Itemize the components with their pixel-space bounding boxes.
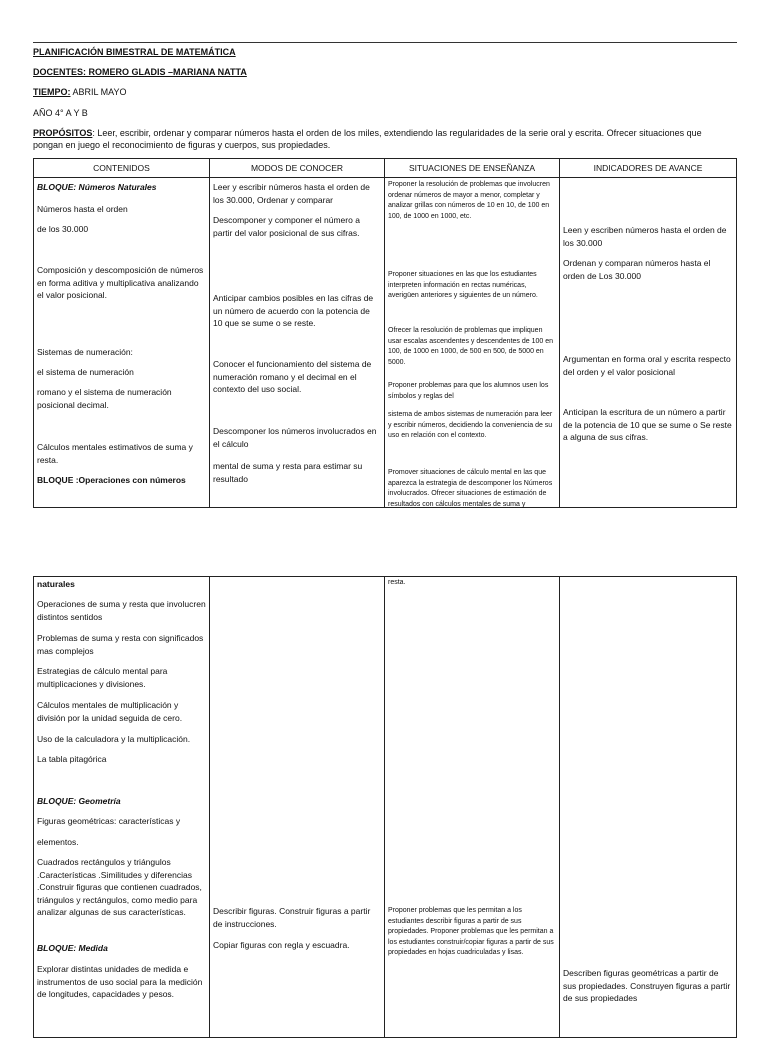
- time-label: TIEMPO:: [33, 87, 71, 97]
- mode-item: mental de suma y resta para estimar su resultado: [213, 461, 363, 484]
- indicadores-cell: [560, 577, 737, 1038]
- table-row: [34, 577, 737, 1038]
- content-item: Números hasta el orden: [37, 204, 128, 214]
- teachers-line: DOCENTES: ROMERO GLADIS –MARIANA NATTA: [33, 67, 247, 77]
- planning-table-page2: [33, 576, 737, 1038]
- content-item: elementos.: [37, 837, 79, 847]
- time-line: [33, 87, 127, 97]
- situation-item: sistema de ambos sistemas de numeración para leer y escribir números, decidiendo la conveniencia de su uso en relación con el contexto.: [388, 411, 553, 439]
- situation-item: Proponer la resolución de problemas que involucren ordenar números de mayor a menor, completar y analizar grillas con números de 10 en 10, de 100 en 100, de 1000 en 1000, etc.: [388, 181, 550, 220]
- block-title: BLOQUE: Geometría: [37, 796, 121, 806]
- block-title: BLOQUE :Operaciones con números: [37, 475, 186, 485]
- content-item: Uso de la calculadora y la multiplicación.: [37, 734, 191, 744]
- purposes-paragraph: [33, 127, 723, 151]
- content-item: Cuadrados rectángulos y triángulos .Características .Similitudes y diferencias .Construir figuras que contienen cuadrados, triángulos y rectángulos, como medio para analizar algunas de sus características.: [37, 857, 202, 917]
- content-item: Estrategias de cálculo mental para multiplicaciones y divisiones.: [37, 666, 168, 689]
- indicator-item: Argumentan en forma oral y escrita respecto del orden y el valor posicional: [563, 354, 731, 377]
- content-item: el sistema de numeración: [37, 367, 134, 377]
- content-item: de los 30.000: [37, 224, 89, 234]
- modos-cell: [210, 577, 385, 1038]
- mode-item: Describir figuras. Construir figuras a partir de instrucciones.: [213, 906, 371, 929]
- col-header-modos: MODOS DE CONOCER: [210, 159, 385, 178]
- content-item: Operaciones de suma y resta que involucren distintos sentidos: [37, 599, 206, 622]
- indicator-item: Anticipan la escritura de un número a partir de la potencia de 10 que se sume o Se reste a alguna de sus cifras.: [563, 407, 732, 442]
- contenidos-cell: [34, 577, 210, 1038]
- year-line: AÑO 4° A Y B: [33, 108, 88, 118]
- header-row: [34, 159, 737, 178]
- time-value: ABRIL MAYO: [70, 87, 127, 97]
- content-item: Composición y descomposición de números en forma aditiva y multiplicativa analizando el valor posicional.: [37, 265, 204, 300]
- col-header-contenidos: CONTENIDOS: [34, 159, 210, 178]
- situation-item: Proponer situaciones en las que los estudiantes interpreten información en rectas numéricas, averigüen anteriores y siguientes de un número.: [388, 271, 538, 299]
- col-header-indicadores: INDICADORES DE AVANCE: [560, 159, 737, 178]
- modos-cell: [210, 178, 385, 508]
- situaciones-cell: [385, 178, 560, 508]
- purposes-label: PROPÓSITOS: [33, 128, 93, 138]
- indicator-item: Leen y escriben números hasta el orden de los 30.000: [563, 225, 727, 248]
- content-item: romano y el sistema de numeración posicional decimal.: [37, 387, 172, 410]
- content-item: Sistemas de numeración:: [37, 347, 133, 357]
- situation-item: Proponer problemas que les permitan a los estudiantes describir figuras a partir de sus propiedades. Proponer problemas que les permitan a los estudiantes construir/copiar figuras a partir de sus propiedades en hojas cuadriculadas y lisas.: [388, 907, 554, 956]
- content-item: Figuras geométricas: características y: [37, 816, 181, 826]
- mode-item: Descomponer los números involucrados en el cálculo: [213, 426, 377, 449]
- document-title: PLANIFICACIÓN BIMESTRAL DE MATEMÁTICA: [33, 47, 236, 57]
- mode-item: Copiar figuras con regla y escuadra.: [213, 940, 350, 950]
- block-title: BLOQUE: Números Naturales: [37, 182, 157, 192]
- situation-item: Proponer problemas para que los alumnos usen los símbolos y reglas del: [388, 382, 549, 400]
- planning-table-page1: [33, 158, 737, 508]
- indicator-item: Describen figuras geométricas a partir de sus propiedades. Construyen figuras a partir de sus propiedades: [563, 968, 731, 1003]
- mode-item: Leer y escribir números hasta el orden de los 30.000, Ordenar y comparar: [213, 182, 370, 205]
- mode-item: Conocer el funcionamiento del sistema de numeración romano y el decimal en el contexto del uso social.: [213, 359, 372, 394]
- content-item: Cálculos mentales estimativos de suma y resta.: [37, 442, 193, 465]
- situation-item: Promover situaciones de cálculo mental en las que aparezca la estrategia de descomponer los Números involucrados. Ofrecer situaciones de estimación de resultados con cálculos mentales de suma y: [388, 469, 553, 508]
- mode-item: Anticipar cambios posibles en las cifras de un número de acuerdo con la potencia de 10 que se sume o se reste.: [213, 293, 374, 328]
- table-row: [34, 178, 737, 508]
- block-title: naturales: [37, 579, 75, 589]
- content-item: Problemas de suma y resta con significados mas complejos: [37, 633, 204, 656]
- content-item: Explorar distintas unidades de medida e instrumentos de uso social para la medición de longitudes, capacidades y pesos.: [37, 964, 203, 999]
- mode-item: Descomponer y componer el número a partir del valor posicional de sus cifras.: [213, 215, 360, 238]
- contenidos-cell: [34, 178, 210, 508]
- content-item: La tabla pitagórica: [37, 754, 107, 764]
- indicadores-cell: [560, 178, 737, 508]
- indicator-item: Ordenan y comparan números hasta el orden de Los 30.000: [563, 258, 711, 281]
- block-title: BLOQUE: Medida: [37, 943, 108, 953]
- top-rule: [33, 42, 737, 43]
- purposes-text: : Leer, escribir, ordenar y comparar números hasta el orden de los miles, extendiendo las regularidades de la serie oral y escrita. Ofrecer situaciones que pongan en juego el reconocimiento de figuras y cuerpos, sus propiedades.: [33, 128, 702, 150]
- content-item: Cálculos mentales de multiplicación y división por la unidad seguida de cero.: [37, 700, 183, 723]
- situaciones-cell: [385, 577, 560, 1038]
- situation-item: resta.: [388, 579, 406, 586]
- situation-item: Ofrecer la resolución de problemas que impliquen usar escalas ascendentes y descendentes de 100 en 100, de 1000 en 1000, de 500 en 500, de 5000 en 5000.: [388, 327, 554, 366]
- col-header-situaciones: SITUACIONES DE ENSEÑANZA: [385, 159, 560, 178]
